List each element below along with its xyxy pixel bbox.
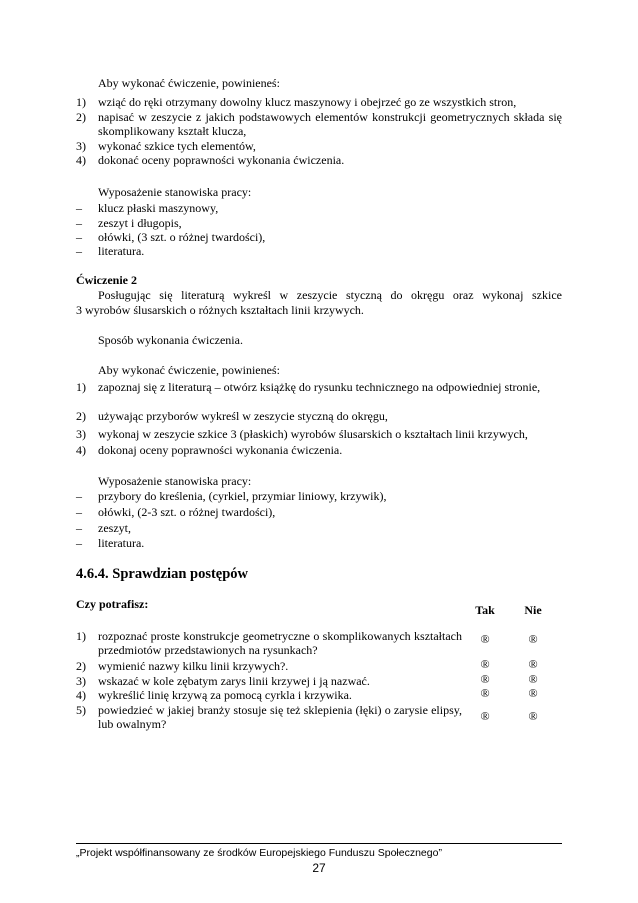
column-header-no: Nie xyxy=(524,603,542,617)
step-text: zapoznaj się z literaturą – otwórz książkę do rysunku technicznego na odpowiedniej stronie, xyxy=(98,380,541,394)
equipment-item: klucz płaski maszynowy, xyxy=(98,201,219,215)
step-number: 3) xyxy=(76,139,86,153)
step-number: 3) xyxy=(76,427,86,441)
list-dash: – xyxy=(76,505,82,519)
equipment-item: literatura. xyxy=(98,536,145,550)
question-text: wskazać w kole zębatym zarys linii krzywej i ją nazwać. xyxy=(98,674,370,688)
step-text: dokonaj oceny poprawności wykonania ćwiczenia. xyxy=(98,443,343,457)
list-dash: – xyxy=(76,244,82,258)
step-number: 2) xyxy=(76,409,86,423)
step-text: używając przyborów wykreśl w zeszycie styczną do okręgu, xyxy=(98,409,388,423)
list-dash: – xyxy=(76,230,82,244)
step-number: 1) xyxy=(76,380,86,394)
checkbox-no[interactable]: ® xyxy=(528,672,538,686)
question-text: rozpoznać proste konstrukcje geometryczne o skomplikowanych kształtach przedmiotów przedstawionych na rysunkach? xyxy=(98,629,462,657)
checkbox-yes[interactable]: ® xyxy=(480,709,490,723)
checkbox-no[interactable]: ® xyxy=(528,686,538,700)
question-label: Czy potrafisz: xyxy=(76,597,149,611)
checkbox-yes[interactable]: ® xyxy=(480,657,490,671)
step-number: 2) xyxy=(76,110,86,124)
question-text: powiedzieć w jakiej branży stosuje się też sklepienia (łęki) o zarysie elipsy, lub owalnym? xyxy=(98,703,462,731)
step-text: wziąć do ręki otrzymany dowolny klucz maszynowy i obejrzeć go ze wszystkich stron, xyxy=(98,95,517,109)
step-text: napisać w zeszycie z jakich podstawowych elementów konstrukcji geometrycznych składa się skomplikowany kształt klucza, xyxy=(98,110,562,138)
instructions-intro: Aby wykonać ćwiczenie, powinieneś: xyxy=(98,363,280,377)
equipment-title: Wyposażenie stanowiska pracy: xyxy=(98,474,252,488)
step-text: wykonać szkice tych elementów, xyxy=(98,139,256,153)
question-text: wykreślić linię krzywą za pomocą cyrkla i krzywika. xyxy=(98,688,352,702)
list-dash: – xyxy=(76,201,82,215)
method-title: Sposób wykonania ćwiczenia. xyxy=(98,333,243,347)
question-text: wymienić nazwy kilku linii krzywych?. xyxy=(98,659,289,673)
step-text: wykonaj w zeszycie szkice 3 (płaskich) wyrobów ślusarskich o kształtach linii krzywych, xyxy=(98,427,528,441)
equipment-title: Wyposażenie stanowiska pracy: xyxy=(98,185,252,199)
step-text: dokonać oceny poprawności wykonania ćwiczenia. xyxy=(98,153,345,167)
instructions-intro: Aby wykonać ćwiczenie, powinieneś: xyxy=(98,76,280,90)
equipment-item: literatura. xyxy=(98,244,145,258)
column-header-yes: Tak xyxy=(475,603,495,617)
exercise-description-line2: 3 wyrobów ślusarskich o różnych kształtach linii krzywych. xyxy=(76,303,364,317)
equipment-item: ołówki, (3 szt. o różnej twardości), xyxy=(98,230,266,244)
footer-rule xyxy=(76,843,562,844)
list-dash: – xyxy=(76,536,82,550)
section-heading: 4.6.4. Sprawdzian postępów xyxy=(76,566,249,582)
checkbox-no[interactable]: ® xyxy=(528,657,538,671)
checkbox-no[interactable]: ® xyxy=(528,632,538,646)
equipment-item: przybory do kreślenia, (cyrkiel, przymiar liniowy, krzywik), xyxy=(98,489,387,503)
checkbox-yes[interactable]: ® xyxy=(480,672,490,686)
page-number: 27 xyxy=(312,861,326,875)
checkbox-no[interactable]: ® xyxy=(528,709,538,723)
list-dash: – xyxy=(76,216,82,230)
equipment-item: zeszyt i długopis, xyxy=(98,216,182,230)
footer-text: „Projekt współfinansowany ze środków Europejskiego Funduszu Społecznego” xyxy=(76,847,442,859)
step-number: 4) xyxy=(76,153,86,167)
exercise-title: Ćwiczenie 2 xyxy=(76,273,137,287)
list-dash: – xyxy=(76,489,82,503)
exercise-description-line1: Posługując się literaturą wykreśl w zeszycie styczną do okręgu oraz wykonaj szkice xyxy=(98,288,562,302)
equipment-item: ołówki, (2-3 szt. o różnej twardości), xyxy=(98,505,276,519)
question-number: 2) xyxy=(76,659,86,673)
step-number: 1) xyxy=(76,95,86,109)
question-number: 4) xyxy=(76,688,86,702)
question-number: 5) xyxy=(76,703,86,717)
question-number: 1) xyxy=(76,629,86,643)
checkbox-yes[interactable]: ® xyxy=(480,632,490,646)
checkbox-yes[interactable]: ® xyxy=(480,686,490,700)
equipment-item: zeszyt, xyxy=(98,521,131,535)
step-number: 4) xyxy=(76,443,86,457)
list-dash: – xyxy=(76,521,82,535)
question-number: 3) xyxy=(76,674,86,688)
